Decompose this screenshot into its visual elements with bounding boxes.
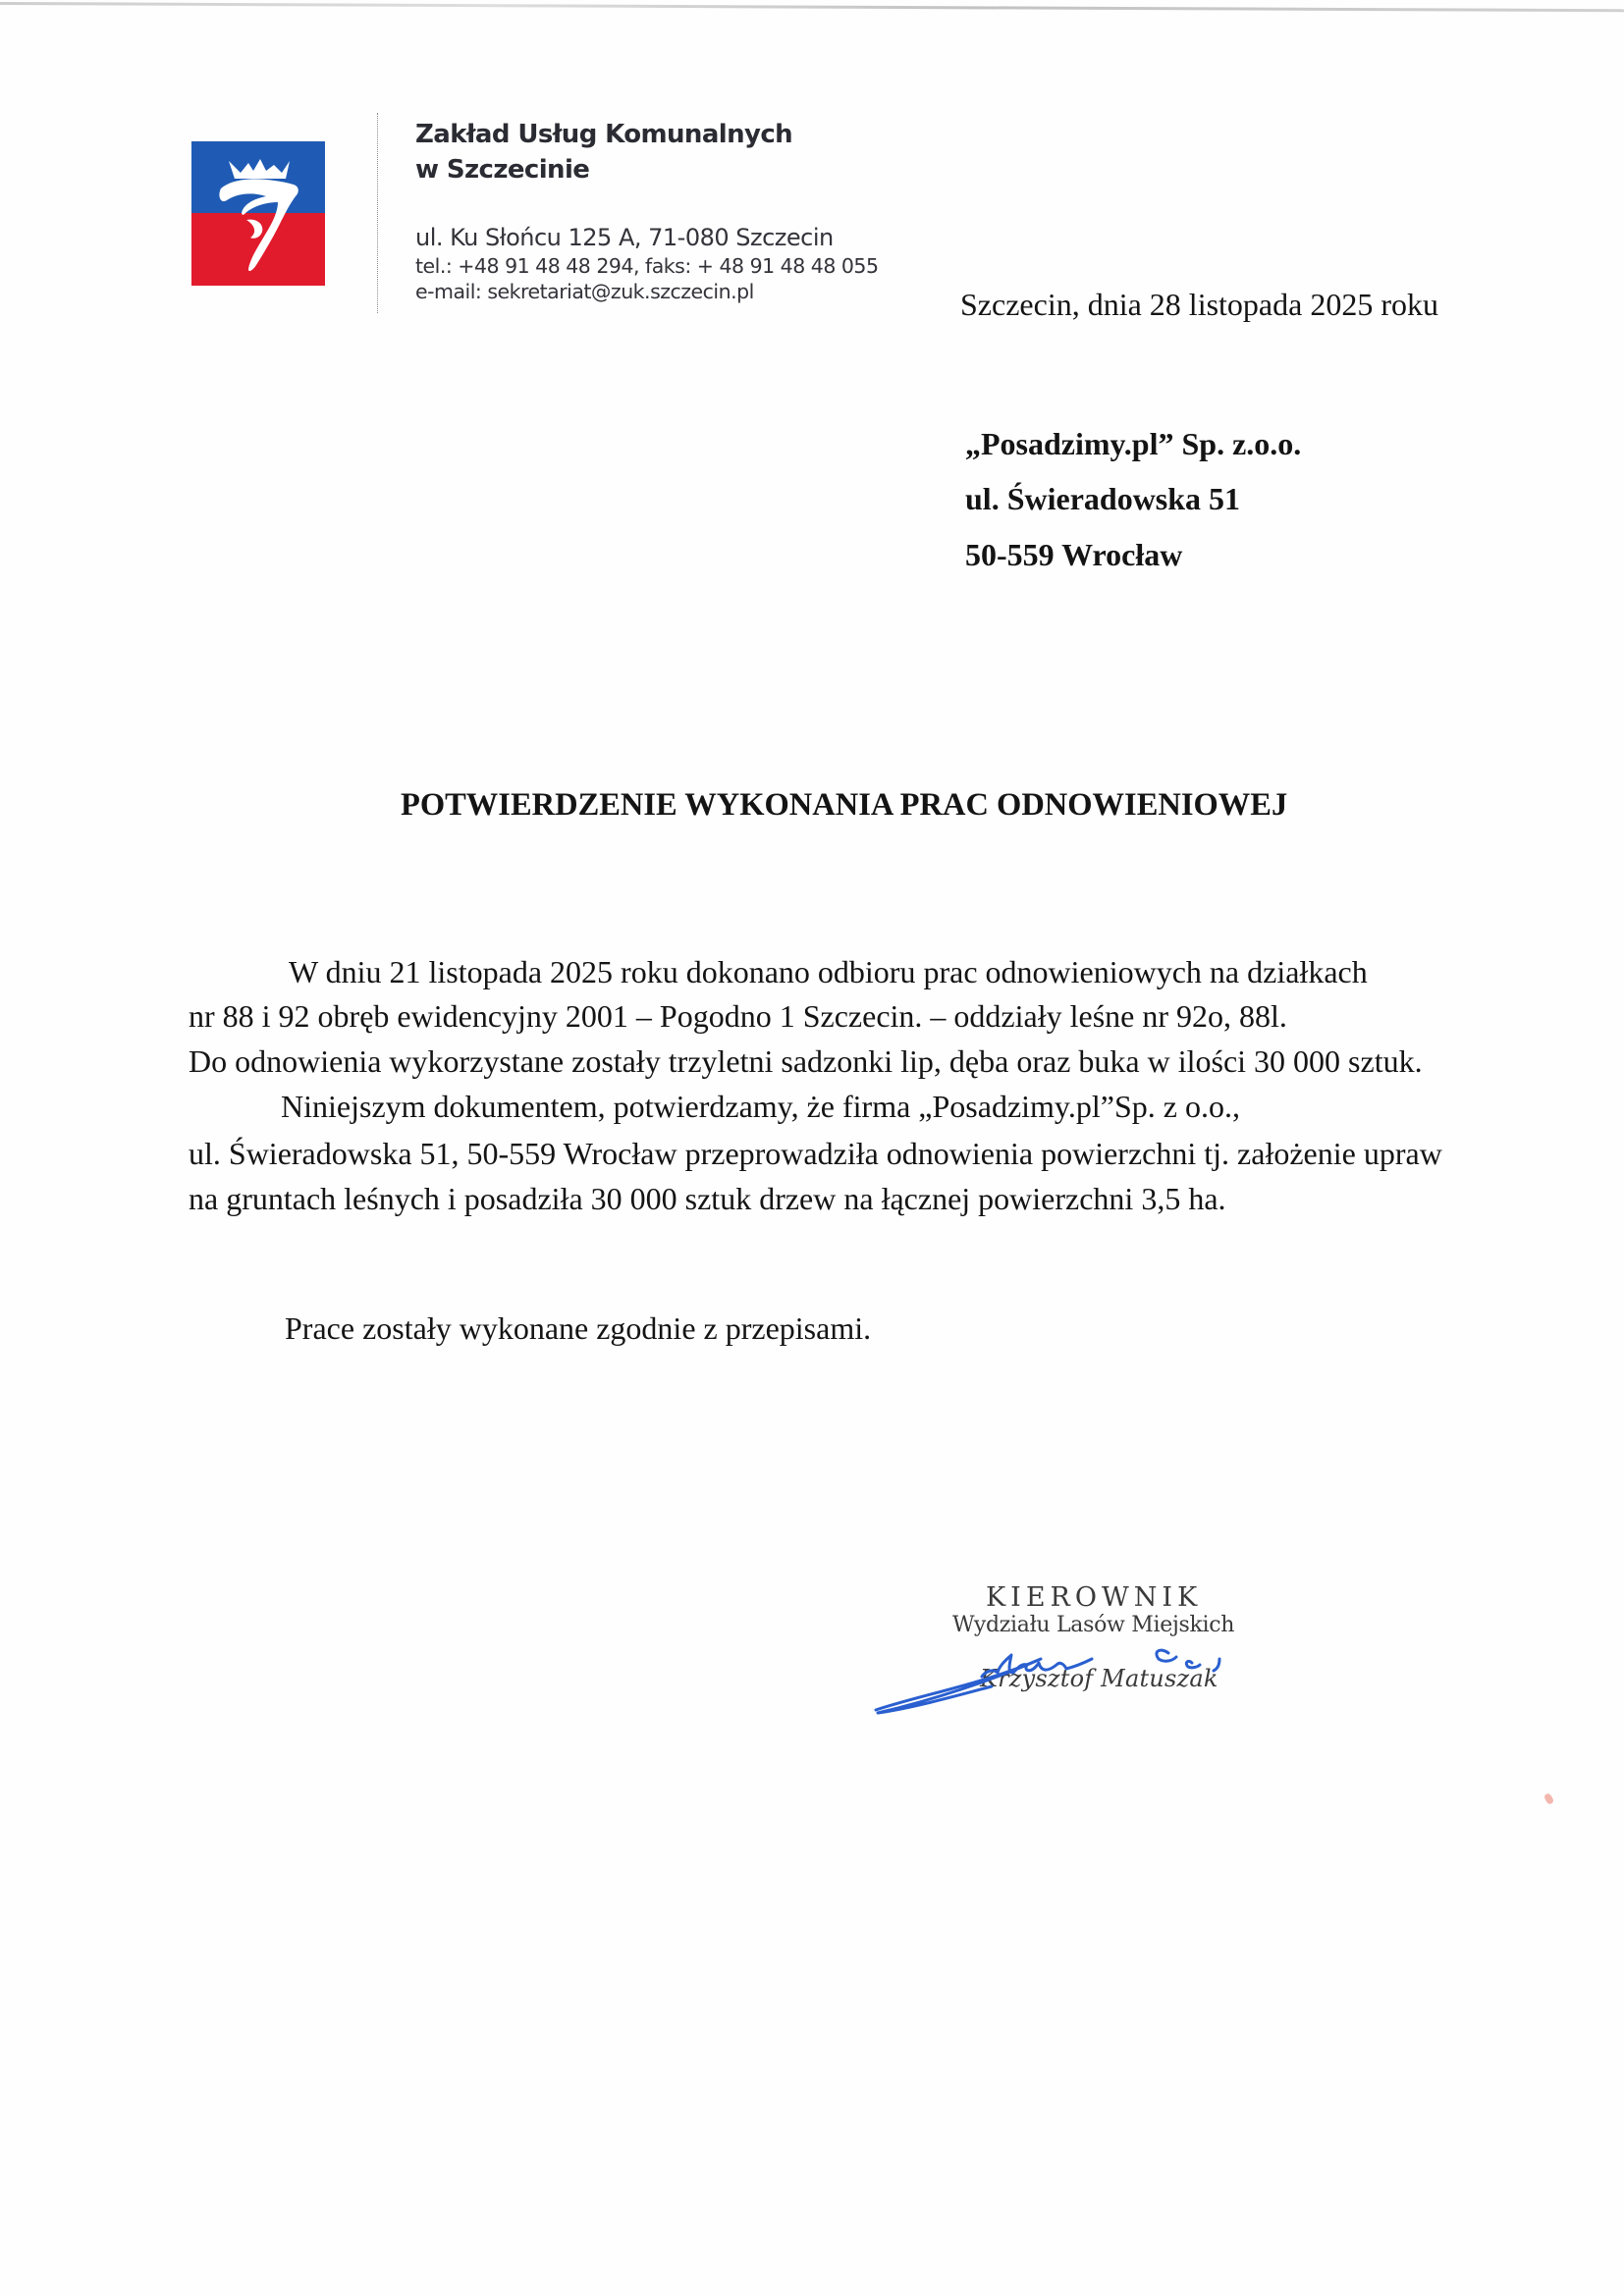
signature-tail-2 [1186,1661,1200,1667]
signature-tail-1 [1157,1650,1176,1661]
stamp-position: KIEROWNIK [986,1582,1203,1613]
body-line: na gruntach leśnych i posadziła 30 000 sztuk drzew na łącznej powierzchni 3,5 ha. [189,1181,1226,1216]
recipient-street: ul. Świeradowska 51 [965,481,1241,516]
scan-speck [1543,1792,1555,1805]
closing-statement: Prace zostały wykonane zgodnie z przepisami. [285,1310,872,1346]
body-line: ul. Świeradowska 51, 50-559 Wrocław przeprowadziła odnowienia powierzchni tj. założenie upraw [189,1136,1442,1171]
body-line: Niniejszym dokumentem, potwierdzamy, że firma „Posadzimy.pl”Sp. z o.o., [281,1089,1240,1124]
document-date: Szczecin, dnia 28 listopada 2025 roku [960,287,1438,322]
stamp-signatory: Krzysztof Matuszak [980,1665,1218,1692]
body-line: nr 88 i 92 obręb ewidencyjny 2001 – Pogodno 1 Szczecin. – oddziały leśne nr 92o, 88l. [189,998,1287,1034]
scan-edge-line [0,2,1624,12]
body-line: Do odnowienia wykorzystane zostały trzyletni sadzonki lip, dęba oraz buka w ilości 30 000 sztuk. [189,1043,1423,1079]
stamp-department: Wydziału Lasów Miejskich [952,1613,1235,1637]
recipient-city: 50-559 Wrocław [965,537,1183,572]
signature-loop [876,1659,1041,1713]
handwritten-signature [864,1620,1257,1728]
letterhead-divider [377,113,378,313]
org-address: ul. Ku Słońcu 125 A, 71-080 Szczecin [415,224,834,251]
org-name-line2: w Szczecinie [415,155,590,185]
document-title: POTWIERDZENIE WYKONANIA PRAC ODNOWIENIOWEJ [401,787,1288,823]
signature-stroke [982,1655,1092,1677]
recipient-name: „Posadzimy.pl” Sp. z.o.o. [965,426,1302,461]
zuk-logo-icon [191,141,325,286]
signature-tail-3 [1214,1659,1219,1671]
body-line: W dniu 21 listopada 2025 roku dokonano odbioru prac odnowieniowych na działkach [289,954,1368,989]
org-email: e-mail: sekretariat@zuk.szczecin.pl [415,280,754,303]
org-name-line1: Zakład Usług Komunalnych [415,120,793,149]
org-phone-fax: tel.: +48 91 48 48 294, faks: + 48 91 48 48 055 [415,254,879,278]
